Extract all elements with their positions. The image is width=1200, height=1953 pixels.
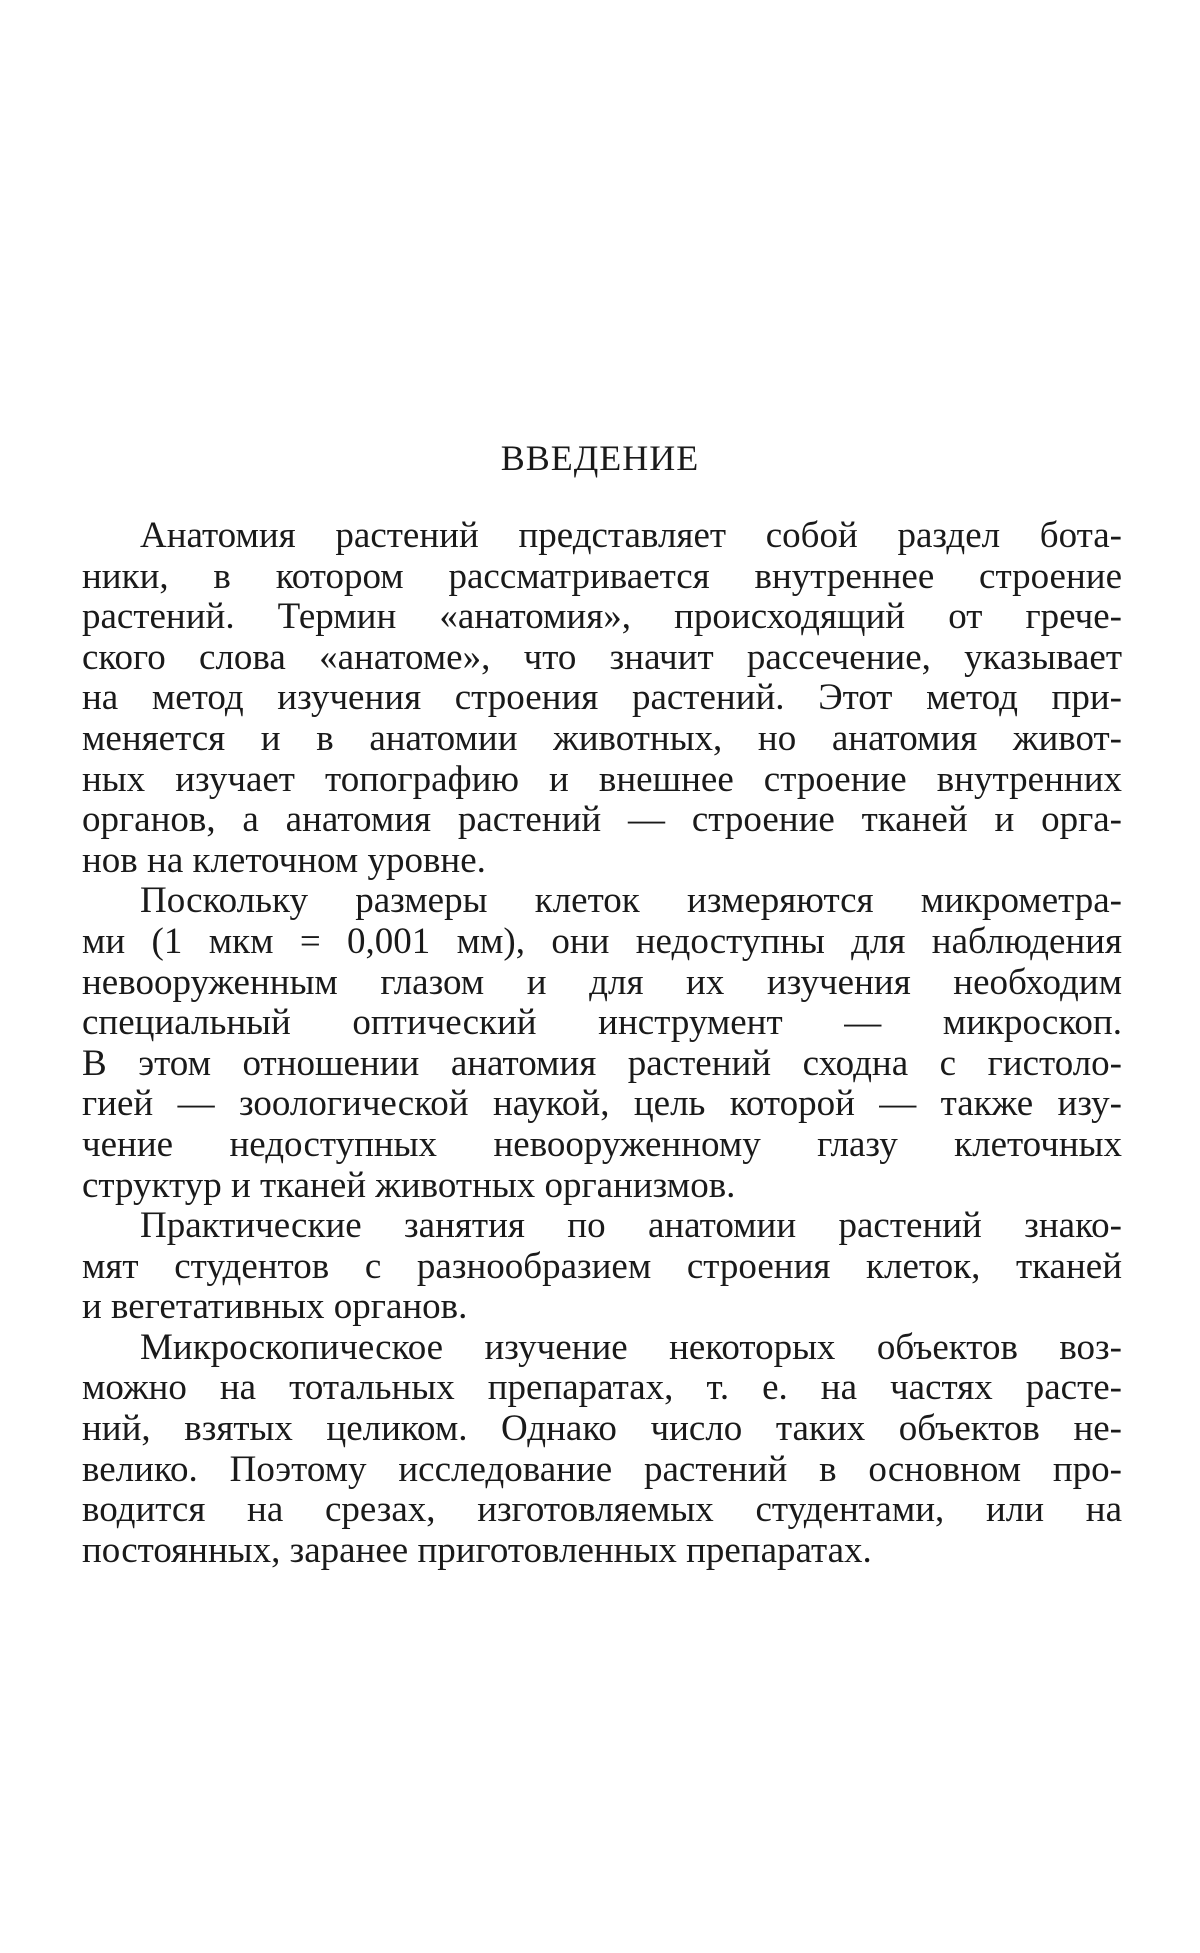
text-line: меняется и в анатомии животных, но анатомия живот- (82, 717, 1122, 759)
text-line: В этом отношении анатомия растений сходна с гистоло- (82, 1042, 1122, 1084)
text-line: мят студентов с разнообразием строения клеток, тканей (82, 1245, 1122, 1287)
paragraph-microscope (82, 881, 1122, 1206)
text-line: ми (1 мкм = 0,001 мм), они недоступны для наблюдения (82, 920, 1122, 962)
text-line: ных изучает топографию и внешнее строение внутренних (82, 758, 1122, 800)
text-line: и вегетативных органов. (82, 1286, 468, 1328)
text-line: специальный оптический инструмент — микроскоп. (82, 1002, 1122, 1044)
text-line: велико. Поэтому исследование растений в основном про- (82, 1448, 1122, 1490)
text-line: чение недоступных невооруженному глазу клеточных (82, 1123, 1122, 1165)
text-line: водится на срезах, изготовляемых студентами, или на (82, 1489, 1122, 1531)
text-line: гией — зоологической наукой, цель которой — также изу- (82, 1083, 1122, 1125)
text-line: Анатомия растений представляет собой раздел бота- (140, 515, 1122, 556)
text-line: Поскольку размеры клеток измеряются микрометра- (140, 880, 1122, 922)
text-line: невооруженным глазом и для их изучения необходим (82, 961, 1122, 1003)
text-line: нов на клеточном уровне. (82, 839, 486, 881)
paragraph-intro (82, 516, 1122, 881)
paragraph-practical (82, 1206, 1122, 1328)
page-title: ВВЕДЕНИЕ (500, 438, 700, 478)
text-line: ского слова «анатоме», что значит рассечение, указывает (82, 636, 1122, 678)
text-line: ний, взятых целиком. Однако число таких объектов не- (82, 1408, 1122, 1450)
text-line: можно на тотальных препаратах, т. е. на частях расте- (82, 1367, 1122, 1409)
text-line: органов, а анатомия растений — строение тканей и орга- (82, 799, 1122, 841)
text-line: структур и тканей животных организмов. (82, 1164, 736, 1206)
text-line: Практические занятия по анатомии растений знако- (140, 1205, 1122, 1247)
text-line: Микроскопическое изучение некоторых объектов воз- (140, 1326, 1122, 1368)
text-line: постоянных, заранее приготовленных препаратах. (82, 1529, 872, 1571)
text-line: растений. Термин «анатомия», происходящий от грече- (82, 596, 1122, 638)
text-line: ники, в котором рассматривается внутреннее строение (82, 555, 1122, 597)
body-text (82, 516, 1122, 1571)
text-line: на метод изучения строения растений. Этот метод при- (82, 677, 1122, 719)
paragraph-preparations (82, 1328, 1122, 1572)
